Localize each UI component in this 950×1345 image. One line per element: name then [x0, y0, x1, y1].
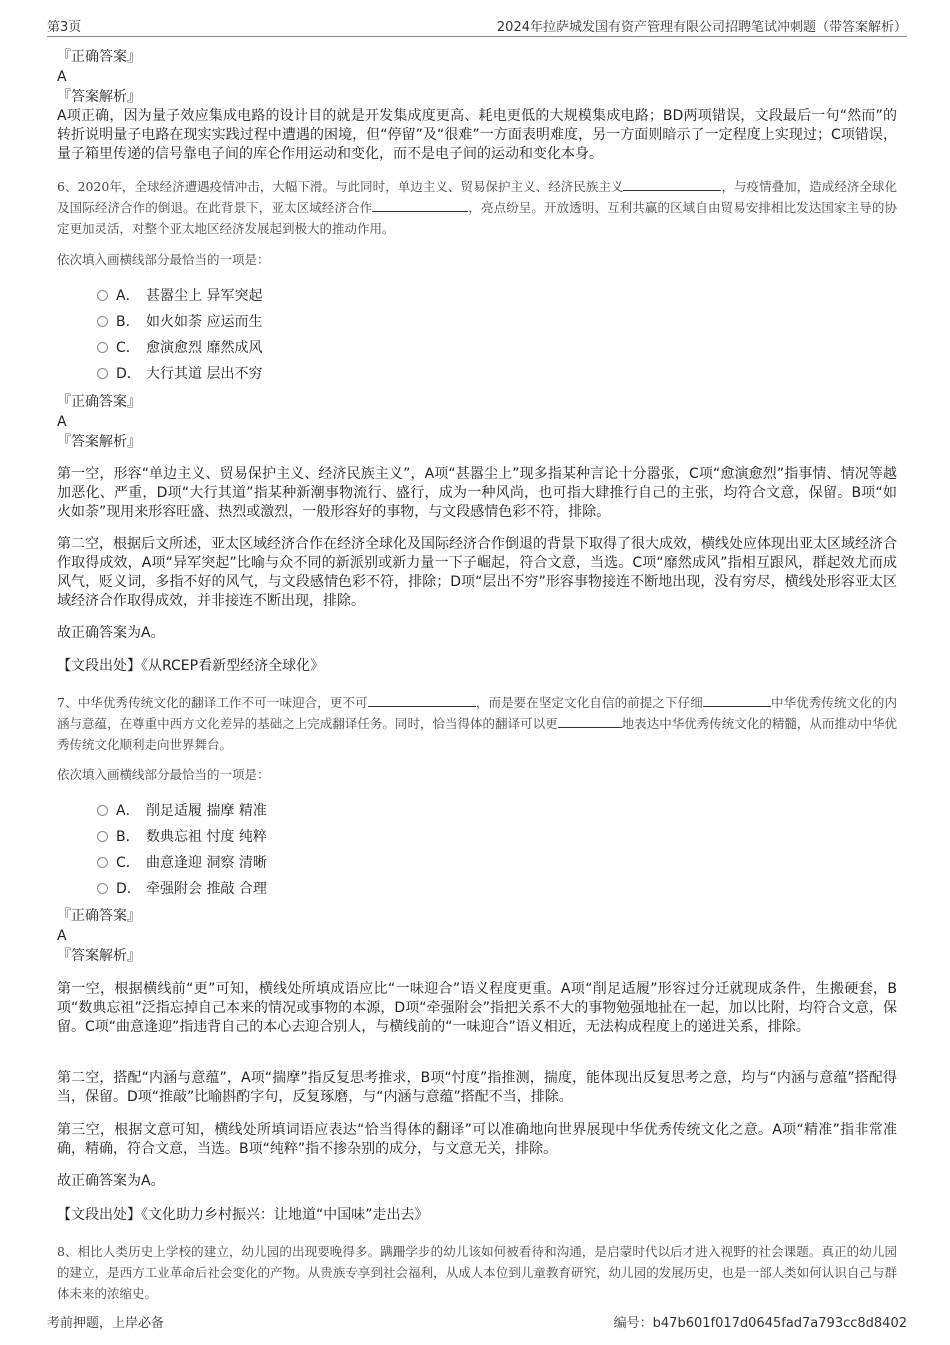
q6-option-a[interactable]: A． 甚嚣尘上 异军突起 [97, 285, 262, 307]
q7-analysis-2: 第二空，搭配“内涵与意蕴”，A项“揣摩”指反复思考推求，B项“忖度”指推测，揣度，能体现出反复思考之意，均与“内涵与意蕴”搭配得当，保留。D项“推敲”比喻斟酌字句，反复琢磨，与“内涵与意蕴”搭配不当，排除。 [57, 1070, 897, 1105]
q7-prompt: 依次填入画横线部分最恰当的一项是： [57, 767, 270, 782]
correct-answer-label: 『正确答案』 [57, 394, 141, 410]
fill-blank [703, 694, 771, 707]
correct-answer: A [57, 928, 67, 944]
q7-correct-block [57, 906, 897, 966]
analysis-label: 『答案解析』 [57, 89, 141, 105]
q7-option-c[interactable]: C． 曲意逢迎 洞察 清晰 [97, 852, 267, 874]
radio-icon[interactable] [97, 805, 108, 816]
correct-answer: A [57, 414, 67, 430]
correct-answer-label: 『正确答案』 [57, 908, 141, 924]
q6-stem: 6、2020年，全球经济遭遇疫情冲击，大幅下滑。与此同时，单边主义、贸易保护主义、经济民族主义 ，与疫情叠加，造成经济全球化及国际经济合作的倒退。在此背景下，亚太区域经济合作 ，亮点纷呈。开放透明、互利共赢的区域自由贸易安排相比发达国家主导的协定更加灵活，对整个亚太地区经济发展起到极大的推动作用。 [57, 179, 897, 236]
q7-option-a[interactable]: A． 削足适履 揣摩 精准 [97, 800, 267, 822]
fill-blank [368, 694, 476, 707]
correct-answer-label: 『正确答案』 [57, 49, 141, 65]
radio-icon[interactable] [97, 857, 108, 868]
fill-blank [623, 178, 721, 191]
q7-stem: 7、中华优秀传统文化的翻译工作不可一味迎合，更不可 ，而是要在坚定文化自信的前提之下仔细 中华优秀传统文化的内涵与意蕴，在尊重中西方文化差异的基础之上完成翻译任务。同时，恰当得体的翻译可以更 地表达中华优秀传统文化的精髓，从而推动中华优秀传统文化顺利走向世界舞台。 [57, 695, 897, 752]
fill-blank [558, 715, 622, 728]
q7-source: 【文段出处】《文化助力乡村振兴：让地道“中国味”走出去》 [57, 1207, 429, 1223]
analysis-label: 『答案解析』 [57, 948, 141, 964]
q6-option-c[interactable]: C． 愈演愈烈 靡然成风 [97, 337, 262, 359]
q7-option-d[interactable]: D． 牵强附会 推敲 合理 [97, 878, 267, 900]
q6-analysis-2: 第二空，根据后文所述，亚太区域经济合作在经济全球化及国际经济合作倒退的背景下取得了很大成效，横线处应体现出亚太区域经济合作取得成效，A项“异军突起”比喻与众不同的新派别或新力量一下子崛起，符合文意，当选。C项“靡然成风”指相互跟风，群起效尤而成风气，贬义词，多指不好的风气，与文段感情色彩不符，排除；D项“层出不穷”形容事物接连不断地出现，没有穷尽，横线处形容亚太区域经济合作取得成效，并非接连不断出现，排除。 [57, 536, 897, 609]
analysis-label: 『答案解析』 [57, 434, 141, 450]
radio-icon[interactable] [97, 831, 108, 842]
analysis-text: A项正确，因为量子效应集成电路的设计目的就是开发集成度更高、耗电更低的大规模集成电路；BD两项错误，文段最后一句“然而”的转折说明量子电路在现实实践过程中遭遇的困境，但“停留”及“很难”一方面表明难度，另一方面则暗示了一定程度上实现过；C项错误，量子箱里传递的信号靠电子间的库仑作用运动和变化，而不是电子间的运动和变化本身。 [57, 108, 897, 162]
q6-analysis-1: 第一空，形容“单边主义、贸易保护主义、经济民族主义”，A项“甚嚣尘上”现多指某种言论十分嚣张，C项“愈演愈烈”指事情、情况等越加恶化、严重，D项“大行其道”指某种新潮事物流行、盛行，成为一种风尚，也可指大肆推行自己的主张，均符合文意，保留。B项“如火如荼”现用来形容旺盛、热烈或激烈，一般形容好的事物，与文段感情色彩不符，排除。 [57, 466, 897, 520]
radio-icon[interactable] [97, 368, 108, 379]
page-header [47, 14, 907, 37]
q6-source: 【文段出处】《从RCEP看新型经济全球化》 [57, 658, 325, 674]
correct-answer: A [57, 69, 67, 85]
q6-correct-block [57, 392, 897, 452]
page-number: 第3页 [47, 20, 82, 35]
q7-analysis-3: 第三空，根据文意可知，横线处所填词语应表达“恰当得体的翻译”可以准确地向世界展现中华优秀传统文化之意。A项“精准”指非常准确，精确，符合文意，当选。B项“纯粹”指不掺杂别的成分，与文意无关，排除。 [57, 1122, 897, 1157]
q7-option-b[interactable]: B． 数典忘祖 忖度 纯粹 [97, 826, 267, 848]
q7-conclusion: 故正确答案为A。 [57, 1173, 165, 1189]
q6-option-d[interactable]: D． 大行其道 层出不穷 [97, 363, 262, 385]
q6-conclusion: 故正确答案为A。 [57, 625, 165, 641]
document-id: 编号：b47b601f017d0645fad7a793cc8d8402 [613, 1316, 907, 1331]
q8-stem: 8、相比人类历史上学校的建立，幼儿园的出现要晚得多。蹒跚学步的幼儿该如何被看待和沟通，是启蒙时代以后才进入视野的社会课题。真正的幼儿园的建立，是西方工业革命后社会变化的产物。从贵族专享到社会福利，从成人本位到儿童教育研究，幼儿园的发展历史，也是一部人类如何认识自己与群体未来的浓缩史。 [57, 1244, 897, 1301]
document-title: 2024年拉萨城发国有资产管理有限公司招聘笔试冲刺题（带答案解析） [496, 20, 907, 35]
q6-prompt: 依次填入画横线部分最恰当的一项是： [57, 252, 270, 267]
fill-blank [372, 199, 468, 212]
q6-option-b[interactable]: B． 如火如荼 应运而生 [97, 311, 262, 333]
footer-slogan: 考前押题，上岸必备 [47, 1316, 165, 1331]
radio-icon[interactable] [97, 290, 108, 301]
q5-correct-block [57, 47, 897, 164]
radio-icon[interactable] [97, 316, 108, 327]
radio-icon[interactable] [97, 342, 108, 353]
radio-icon[interactable] [97, 883, 108, 894]
q7-analysis-1: 第一空，根据横线前“更”可知，横线处所填成语应比“一味迎合”语义程度更重。A项“削足适履”形容过分迁就现成条件，生搬硬套，B项“数典忘祖”泛指忘掉自己本来的情况或事物的本源，D项“牵强附会”指把关系不大的事物勉强地扯在一起，加以比附，均符合文意，保留。C项“曲意逢迎”指违背自己的本心去迎合别人，与横线前的“一味迎合”语义相近，无法构成程度上的递进关系，排除。 [57, 981, 897, 1035]
